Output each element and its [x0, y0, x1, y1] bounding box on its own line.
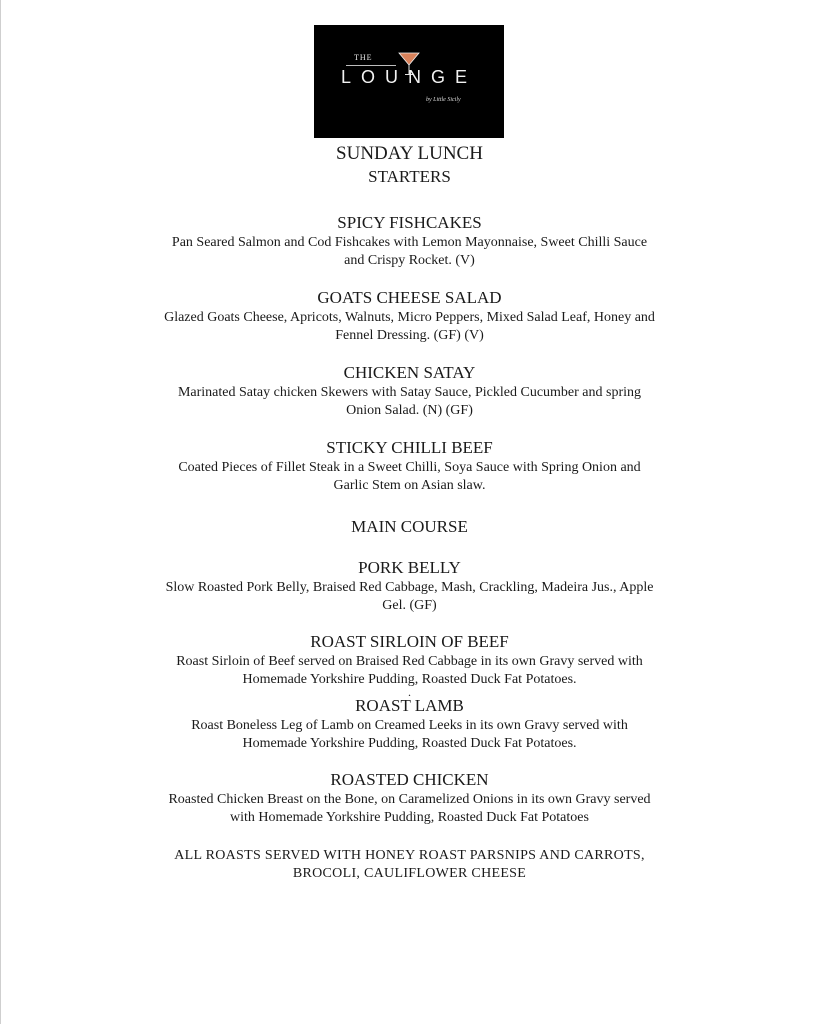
- dish-sticky-chilli-beef: [100, 437, 719, 495]
- dish-name: STICKY CHILLI BEEF: [326, 438, 493, 457]
- menu-title: SUNDAY LUNCH: [336, 143, 483, 164]
- dish-name: ROAST LAMB: [355, 696, 464, 715]
- logo-tagline: by Little Sicily: [426, 97, 461, 103]
- dish-description: Roast Boneless Leg of Lamb on Creamed Leeks in its own Gravy served with Homemade Yorkshire Pudding, Roasted Duck Fat Potatoes.: [191, 718, 628, 751]
- dish-roast-sirloin-of-beef: [100, 631, 719, 699]
- dish-description: Roast Sirloin of Beef served on Braised Red Cabbage in its own Gravy served with Homemade Yorkshire Pudding, Roasted Duck Fat Potatoes.: [176, 654, 643, 687]
- separator-dot: .: [408, 685, 411, 699]
- dish-name: PORK BELLY: [358, 558, 461, 577]
- menu: [100, 142, 719, 883]
- roasts-footer-note: ALL ROASTS SERVED WITH HONEY ROAST PARSNIPS AND CARROTS, BROCOLI, CAULIFLOWER CHEESE: [174, 848, 645, 881]
- dish-name: CHICKEN SATAY: [343, 363, 476, 382]
- starters-heading: STARTERS: [368, 167, 451, 186]
- dish-name: ROAST SIRLOIN OF BEEF: [310, 632, 509, 651]
- dish-pork-belly: [100, 557, 719, 615]
- logo-the-text: THE: [354, 53, 373, 62]
- dish-description: Slow Roasted Pork Belly, Braised Red Cabbage, Mash, Crackling, Madeira Jus., Apple Gel. (GF): [165, 580, 654, 613]
- logo-rule: [346, 65, 396, 66]
- page-edge: [0, 0, 1, 1024]
- dish-name: ROASTED CHICKEN: [330, 770, 489, 789]
- dish-spicy-fishcakes: [100, 212, 719, 270]
- main-course-heading: MAIN COURSE: [351, 517, 468, 536]
- dish-description: Roasted Chicken Breast on the Bone, on Caramelized Onions in its own Gravy served with Homemade Yorkshire Pudding, Roasted Duck Fat Potatoes: [168, 792, 651, 825]
- dish-roasted-chicken: [100, 769, 719, 827]
- dish-description: Pan Seared Salmon and Cod Fishcakes with Lemon Mayonnaise, Sweet Chilli Sauce and Crispy Rocket. (V): [171, 235, 648, 268]
- dish-description: Glazed Goats Cheese, Apricots, Walnuts, Micro Peppers, Mixed Salad Leaf, Honey and Fennel Dressing. (GF) (V): [164, 310, 655, 343]
- mains-list: [100, 557, 719, 827]
- dish-description: Coated Pieces of Fillet Steak in a Sweet Chilli, Soya Sauce with Spring Onion and Garlic Stem on Asian slaw.: [178, 460, 641, 493]
- dish-chicken-satay: [100, 362, 719, 420]
- logo-wordmark: LOUNGE: [340, 67, 478, 87]
- dish-goats-cheese-salad: [100, 287, 719, 345]
- dish-description: Marinated Satay chicken Skewers with Satay Sauce, Pickled Cucumber and spring Onion Salad. (N) (GF): [177, 385, 642, 418]
- dish-name: GOATS CHEESE SALAD: [317, 288, 502, 307]
- dish-name: SPICY FISHCAKES: [337, 213, 482, 232]
- logo: [314, 25, 504, 138]
- starters-list: [100, 212, 719, 495]
- dish-roast-lamb: [100, 695, 719, 753]
